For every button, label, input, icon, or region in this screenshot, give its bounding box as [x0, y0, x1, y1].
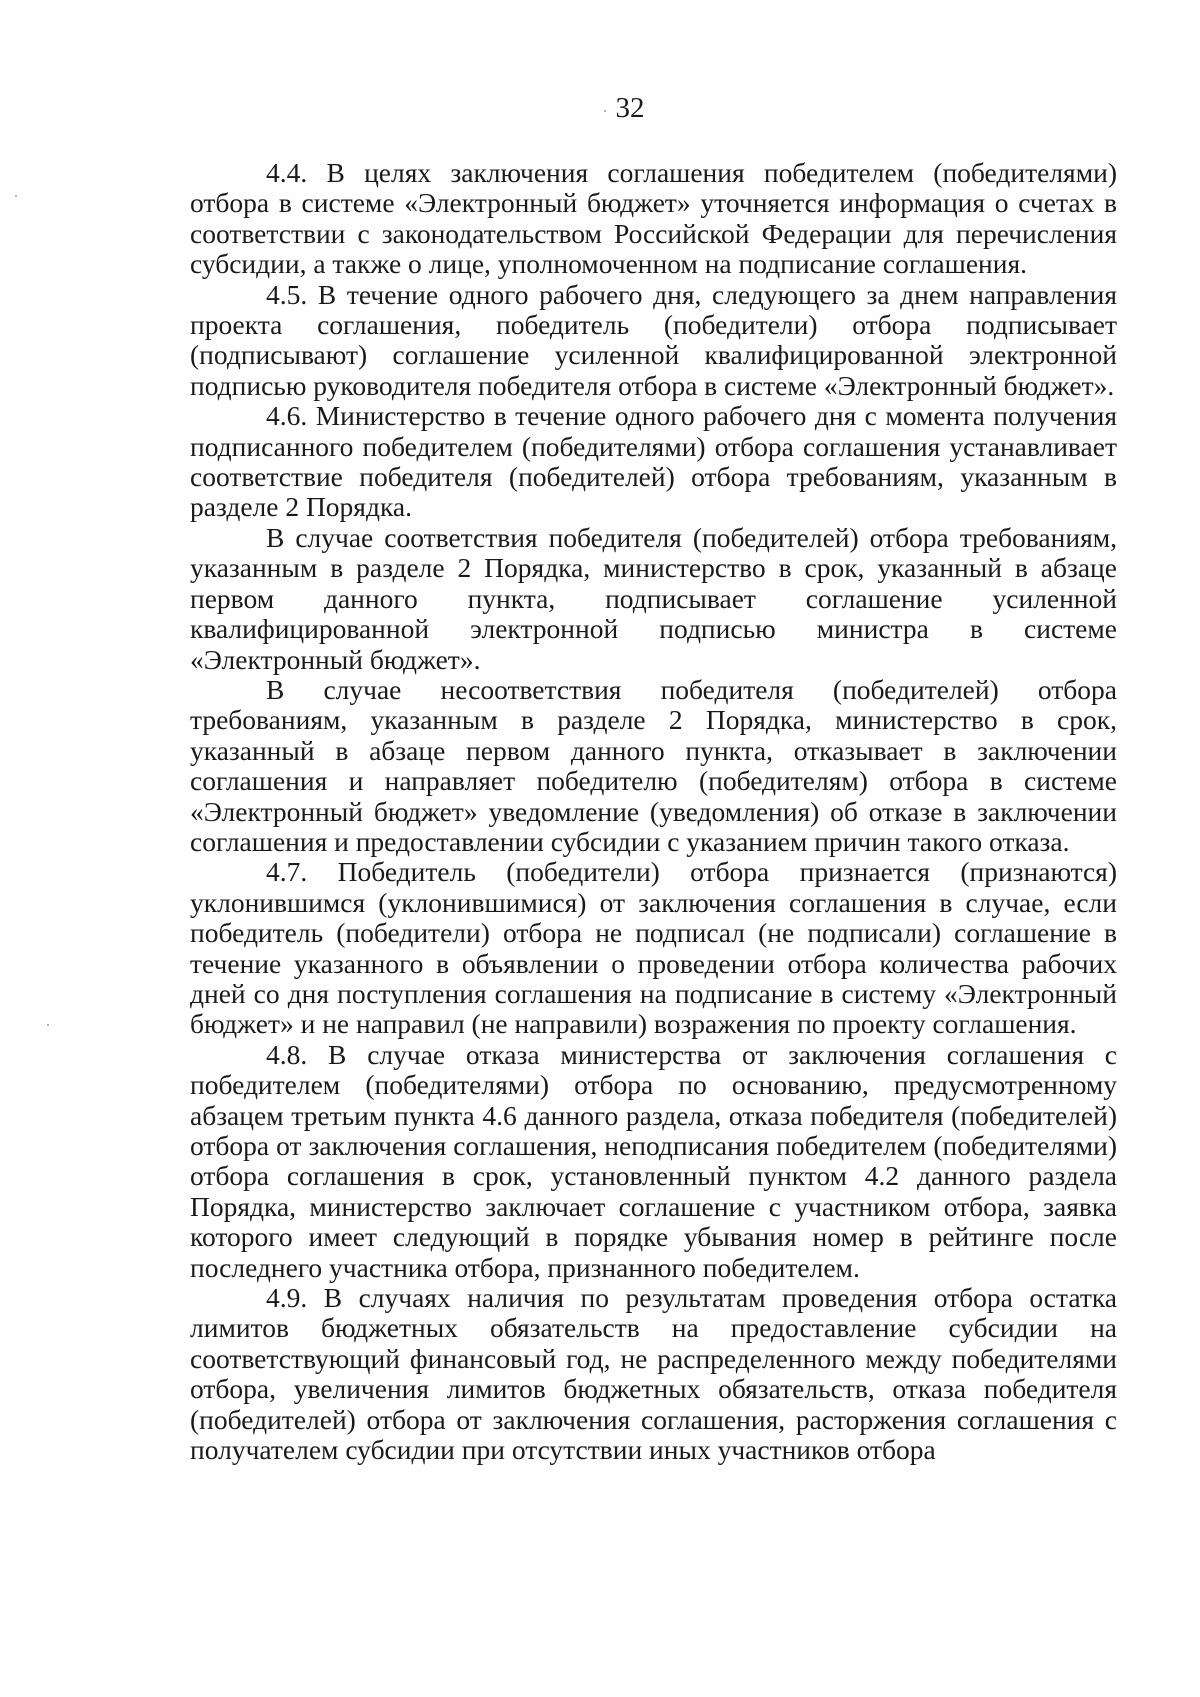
paragraph-4-9: 4.9. В случаях наличия по результатам проведения отбора остатка лимитов бюджетных обязательств на предоставление субсидии на соответствующий финансовый год, не распределенного между победителями отбора, увеличения лимитов бюджетных обязательств, отказа победителя (победителей) отбора от заключения соглашения, расторжения соглашения с получателем субсидии при отсутствии иных участников отбора	[190, 1282, 1117, 1466]
paragraph-4-4: 4.4. В целях заключения соглашения победителем (победителями) отбора в системе «Электронный бюджет» уточняется информация о счетах в соответствии с законодательством Российской Федерации для перечисления субсидии, а также о лице, уполномоченном на подписание соглашения.	[190, 157, 1117, 280]
paragraph-4-6: 4.6. Министерство в течение одного рабочего дня с момента получения подписанного победителем (победителями) отбора соглашения устанавливает соответствие победителя (победителей) отбора требованиям, указанным в разделе 2 Порядка.	[190, 400, 1117, 523]
document-body	[190, 158, 1117, 1465]
scan-speck	[15, 195, 17, 197]
paragraph-4-8: 4.8. В случае отказа министерства от заключения соглашения с победителем (победителями) отбора по основанию, предусмотренному абзацем третьим пункта 4.6 данного раздела, отказа победителя (победителей) отбора от заключения соглашения, неподписания победителем (победителями) отбора соглашения в срок, установленный пунктом 4.2 данного раздела Порядка, министерство заключает соглашение с участником отбора, заявка которого имеет следующий в порядке убывания номер в рейтинге после последнего участника отбора, признанного победителем.	[190, 1038, 1117, 1283]
paragraph-4-6-noncompliance: В случае несоответствия победителя (победителей) отбора требованиям, указанным в разделе 2 Порядка, министерство в срок, указанный в абзаце первом данного пункта, отказывает в заключении соглашения и направляет победителю (победителям) отбора в системе «Электронный бюджет» уведомление (уведомления) об отказе в заключении соглашения и предоставлении субсидии с указанием причин такого отказа.	[190, 673, 1117, 857]
scan-speck	[604, 110, 606, 112]
paragraph-4-5: 4.5. В течение одного рабочего дня, следующего за днем направления проекта соглашения, победитель (победители) отбора подписывает (подписывают) соглашение усиленной квалифицированной электронной подписью руководителя победителя отбора в системе «Электронный бюджет».	[190, 278, 1117, 401]
paragraph-4-6-compliance: В случае соответствия победителя (победителей) отбора требованиям, указанным в разделе 2 Порядка, министерство в срок, указанный в абзаце первом данного пункта, подписывает соглашение усиленной квалифицированной электронной подписью министра в системе «Электронный бюджет».	[190, 521, 1117, 675]
scan-speck	[47, 1024, 49, 1026]
page-number: 32	[615, 92, 645, 124]
paragraph-4-7: 4.7. Победитель (победители) отбора признается (признаются) уклонившимся (уклонившимися) от заключения соглашения в случае, если победитель (победители) отбора не подписал (не подписали) соглашение в течение указанного в объявлении о проведении отбора количества рабочих дней со дня поступления соглашения на подписание в систему «Электронный бюджет» и не направил (не направили) возражения по проекту соглашения.	[190, 856, 1117, 1040]
